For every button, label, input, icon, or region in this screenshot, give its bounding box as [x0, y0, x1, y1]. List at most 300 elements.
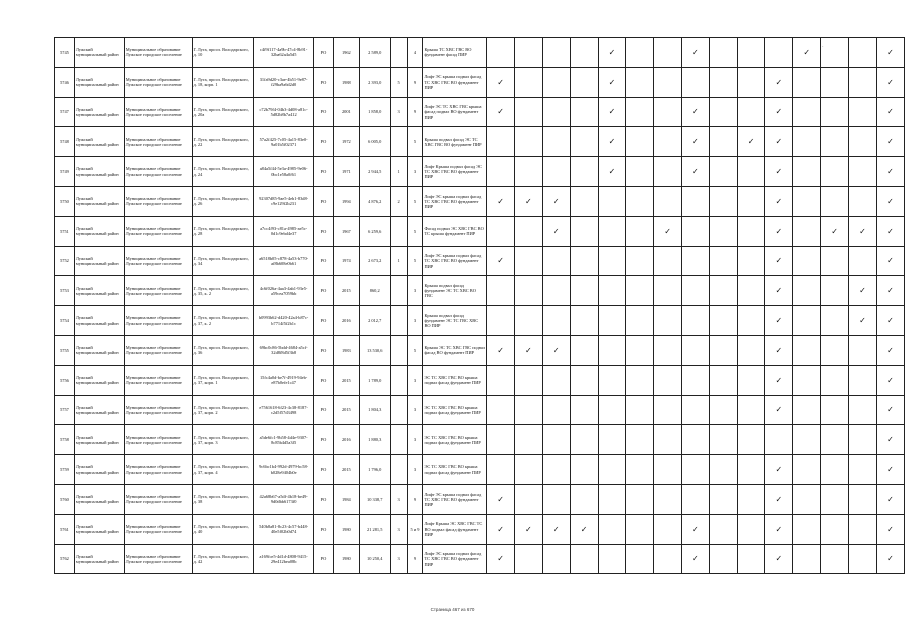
work-check-cell	[626, 455, 654, 485]
work-check-cell	[542, 544, 570, 574]
table-row	[55, 425, 905, 455]
table-row	[55, 365, 905, 395]
work-check-cell	[654, 97, 682, 127]
work-check-cell: ✓	[570, 514, 598, 544]
work-check-cell: ✓	[876, 246, 904, 276]
work-check-cell	[821, 395, 849, 425]
work-check-cell: ✓	[598, 157, 626, 187]
row-number-cell: 5758	[55, 425, 75, 455]
table-row	[55, 455, 905, 485]
work-check-cell: ✓	[765, 514, 793, 544]
district-cell: Лужский муниципальный район	[74, 455, 124, 485]
fund-type-cell: РО	[314, 335, 334, 365]
work-check-cell	[849, 186, 877, 216]
work-check-cell	[681, 455, 709, 485]
work-check-cell	[737, 335, 765, 365]
year-built-cell: 1980	[333, 514, 359, 544]
district-cell: Лужский муниципальный район	[74, 544, 124, 574]
elevators-cell	[390, 127, 407, 157]
work-check-cell: ✓	[514, 335, 542, 365]
work-check-cell	[681, 246, 709, 276]
work-check-cell	[849, 484, 877, 514]
row-number-cell: 5760	[55, 484, 75, 514]
floors-cell: 9	[407, 544, 423, 574]
work-check-cell	[514, 216, 542, 246]
work-check-cell	[570, 365, 598, 395]
work-check-cell	[849, 127, 877, 157]
work-check-cell: ✓	[765, 216, 793, 246]
work-check-cell: ✓	[876, 455, 904, 485]
work-check-cell: ✓	[876, 395, 904, 425]
work-check-cell: ✓	[765, 157, 793, 187]
work-check-cell	[709, 216, 737, 246]
work-check-cell	[626, 514, 654, 544]
work-check-cell	[793, 335, 821, 365]
work-check-cell	[793, 157, 821, 187]
work-check-cell	[570, 157, 598, 187]
works-list-cell: Лифт ЭС крыша подвал фасад ТС ХВС ГВС ВО фундамент ПИР	[423, 544, 487, 574]
fias-code-cell: 31fa9d20-c3ae-4b51-9e87-f29ba9a6d2d0	[254, 67, 314, 97]
work-check-cell	[654, 246, 682, 276]
fias-code-cell: 9c6bc1b4-992d-4979-bc58-b028e9404b0e	[254, 455, 314, 485]
work-check-cell	[514, 484, 542, 514]
work-check-cell	[765, 38, 793, 68]
area-cell: 6 259,6	[359, 216, 390, 246]
work-check-cell	[654, 395, 682, 425]
work-check-cell: ✓	[681, 157, 709, 187]
work-check-cell	[570, 67, 598, 97]
work-check-cell	[821, 127, 849, 157]
table-row	[55, 306, 905, 336]
year-built-cell: 2015	[333, 455, 359, 485]
work-check-cell	[709, 335, 737, 365]
work-check-cell	[570, 38, 598, 68]
area-cell: 860,2	[359, 276, 390, 306]
elevators-cell: 3	[390, 514, 407, 544]
address-cell: Г. Луга, просп. Володарского, д. 18, корп. 1	[192, 67, 254, 97]
work-check-cell	[654, 157, 682, 187]
work-check-cell	[709, 395, 737, 425]
elevators-cell	[390, 276, 407, 306]
area-cell: 21 281,5	[359, 514, 390, 544]
work-check-cell: ✓	[876, 484, 904, 514]
area-cell: 2 944,5	[359, 157, 390, 187]
work-check-cell	[542, 395, 570, 425]
work-check-cell	[737, 276, 765, 306]
work-check-cell	[654, 365, 682, 395]
municipality-cell: Муниципальное образование Лужское городское поселение	[124, 67, 192, 97]
work-check-cell: ✓	[681, 514, 709, 544]
table-row	[55, 246, 905, 276]
address-cell: Г. Луга, просп. Володарского, д. 22	[192, 127, 254, 157]
work-check-cell	[598, 484, 626, 514]
work-check-cell	[821, 157, 849, 187]
work-check-cell	[598, 544, 626, 574]
area-cell: 1 880,3	[359, 425, 390, 455]
work-check-cell	[487, 216, 515, 246]
work-check-cell: ✓	[514, 186, 542, 216]
work-check-cell: ✓	[765, 186, 793, 216]
table-row	[55, 276, 905, 306]
area-cell: 13 530,6	[359, 335, 390, 365]
address-cell: Г. Луга, просп. Володарского, д. 36	[192, 335, 254, 365]
floors-cell: 5	[407, 127, 423, 157]
fias-code-cell: 15fc4a0d-be7f-4919-94eb-e87b0efe1c47	[254, 365, 314, 395]
work-check-cell: ✓	[681, 38, 709, 68]
work-check-cell	[709, 365, 737, 395]
work-check-cell: ✓	[487, 186, 515, 216]
work-check-cell	[681, 306, 709, 336]
fias-code-cell: c72b79f4-04b3-4d08-a81c-5d82b8b7a412	[254, 97, 314, 127]
works-list-cell: Крыша ТС ХВС ГВС ВО фундамент фасад ПИР	[423, 38, 487, 68]
work-check-cell: ✓	[765, 97, 793, 127]
work-check-cell	[793, 484, 821, 514]
work-check-cell	[654, 186, 682, 216]
work-check-cell	[821, 67, 849, 97]
fias-code-cell: a5de6fc1-9b58-4d4e-9307-8c85b4d5a3f5	[254, 425, 314, 455]
work-check-cell	[487, 38, 515, 68]
fias-code-cell: 42a68b67-a5df-4b18-be49-9d0dbb6173f0	[254, 484, 314, 514]
table-row	[55, 67, 905, 97]
fund-type-cell: РО	[314, 365, 334, 395]
address-cell: Г. Луга, просп. Володарского, д. 40	[192, 514, 254, 544]
works-list-cell: Фасад подвал ЭС ХВС ГВС ВО ТС крыша фундамент ПИР	[423, 216, 487, 246]
fias-code-cell: 57a2f425-7c05-4a15-83e0-9a01b5f02371	[254, 127, 314, 157]
table-row	[55, 38, 905, 68]
work-check-cell	[821, 97, 849, 127]
work-check-cell	[849, 38, 877, 68]
work-check-cell	[626, 544, 654, 574]
work-check-cell	[598, 514, 626, 544]
work-check-cell	[821, 186, 849, 216]
register-table-wrapper	[54, 37, 905, 574]
municipality-cell: Муниципальное образование Лужское городское поселение	[124, 335, 192, 365]
work-check-cell	[709, 484, 737, 514]
work-check-cell	[570, 455, 598, 485]
work-check-cell	[542, 276, 570, 306]
elevators-cell	[390, 425, 407, 455]
address-cell: Г. Луга, просп. Володарского, д. 38	[192, 484, 254, 514]
year-built-cell: 2015	[333, 395, 359, 425]
address-cell: Г. Луга, просп. Володарского, д. 34	[192, 246, 254, 276]
work-check-cell	[598, 455, 626, 485]
work-check-cell: ✓	[598, 38, 626, 68]
fias-code-cell: a6518b05-c878-4a53-b770-af8b608e0b61	[254, 246, 314, 276]
row-number-cell: 5754	[55, 306, 75, 336]
work-check-cell	[737, 395, 765, 425]
work-check-cell	[681, 335, 709, 365]
area-cell: 4 876,2	[359, 186, 390, 216]
work-check-cell	[626, 395, 654, 425]
work-check-cell	[821, 38, 849, 68]
work-check-cell	[709, 276, 737, 306]
work-check-cell: ✓	[542, 186, 570, 216]
fund-type-cell: РО	[314, 514, 334, 544]
work-check-cell: ✓	[681, 127, 709, 157]
work-check-cell	[709, 544, 737, 574]
work-check-cell: ✓	[849, 306, 877, 336]
work-check-cell	[737, 425, 765, 455]
district-cell: Лужский муниципальный район	[74, 276, 124, 306]
work-check-cell	[514, 246, 542, 276]
work-check-cell	[542, 127, 570, 157]
work-check-cell	[681, 276, 709, 306]
work-check-cell	[654, 455, 682, 485]
work-check-cell	[765, 425, 793, 455]
area-cell: 10 250,4	[359, 544, 390, 574]
work-check-cell: ✓	[849, 216, 877, 246]
work-check-cell	[849, 335, 877, 365]
work-check-cell	[681, 484, 709, 514]
work-check-cell	[654, 514, 682, 544]
work-check-cell	[709, 97, 737, 127]
fias-code-cell: c4f9f117-4a9b-47c4-8b91-32ba62a4a5d5	[254, 38, 314, 68]
fund-type-cell: РО	[314, 216, 334, 246]
work-check-cell	[709, 514, 737, 544]
work-check-cell	[598, 276, 626, 306]
work-check-cell: ✓	[876, 67, 904, 97]
district-cell: Лужский муниципальный район	[74, 425, 124, 455]
work-check-cell: ✓	[765, 455, 793, 485]
work-check-cell	[487, 455, 515, 485]
work-check-cell: ✓	[849, 276, 877, 306]
elevators-cell: 5	[390, 67, 407, 97]
area-cell: 1 796,0	[359, 455, 390, 485]
district-cell: Лужский муниципальный район	[74, 186, 124, 216]
work-check-cell: ✓	[765, 544, 793, 574]
elevators-cell: 1	[390, 246, 407, 276]
municipality-cell: Муниципальное образование Лужское городское поселение	[124, 484, 192, 514]
work-check-cell: ✓	[876, 365, 904, 395]
work-check-cell	[598, 395, 626, 425]
work-check-cell	[709, 157, 737, 187]
elevators-cell	[390, 335, 407, 365]
work-check-cell	[542, 67, 570, 97]
elevators-cell: 3	[390, 484, 407, 514]
district-cell: Лужский муниципальный район	[74, 484, 124, 514]
fias-code-cell: 540b8a81-8c23-4c57-b448-40e5f02b0d74	[254, 514, 314, 544]
work-check-cell	[709, 127, 737, 157]
work-check-cell	[793, 306, 821, 336]
row-number-cell: 5750	[55, 186, 75, 216]
works-list-cell: Крыша подвал фасад фундамент ЭС ТС ХВС ВО ГВС	[423, 276, 487, 306]
district-cell: Лужский муниципальный район	[74, 127, 124, 157]
work-check-cell	[821, 276, 849, 306]
floors-cell: 3	[407, 306, 423, 336]
work-check-cell	[709, 38, 737, 68]
floors-cell: 9	[407, 97, 423, 127]
work-check-cell	[514, 395, 542, 425]
work-check-cell	[849, 97, 877, 127]
work-check-cell: ✓	[765, 365, 793, 395]
floors-cell: 4	[407, 38, 423, 68]
work-check-cell	[542, 157, 570, 187]
elevators-cell	[390, 306, 407, 336]
work-check-cell	[542, 246, 570, 276]
work-check-cell	[793, 514, 821, 544]
fund-type-cell: РО	[314, 544, 334, 574]
year-built-cell: 2016	[333, 306, 359, 336]
work-check-cell	[654, 306, 682, 336]
work-check-cell	[542, 425, 570, 455]
works-list-cell: Лифт Крыша подвал фасад ЭС ТС ХВС ГВС ВО фундамент ПИР	[423, 157, 487, 187]
work-check-cell	[709, 67, 737, 97]
row-number-cell: 5759	[55, 455, 75, 485]
year-built-cell: 2016	[333, 425, 359, 455]
address-cell: Г. Луга, просп. Володарского, д. 37, к. 2	[192, 306, 254, 336]
address-cell: Г. Луга, просп. Володарского, д. 37, корп. 3	[192, 425, 254, 455]
work-check-cell	[681, 186, 709, 216]
work-check-cell: ✓	[514, 514, 542, 544]
work-check-cell: ✓	[876, 425, 904, 455]
row-number-cell: 5752	[55, 246, 75, 276]
work-check-cell	[626, 365, 654, 395]
fias-code-cell: 92307d85-9ae5-4eb1-83d8-c9e129f2b231	[254, 186, 314, 216]
year-built-cell: 1971	[333, 157, 359, 187]
district-cell: Лужский муниципальный район	[74, 395, 124, 425]
work-check-cell: ✓	[598, 97, 626, 127]
work-check-cell: ✓	[487, 67, 515, 97]
work-check-cell	[821, 544, 849, 574]
work-check-cell	[570, 395, 598, 425]
elevators-cell: 3	[390, 97, 407, 127]
work-check-cell	[737, 38, 765, 68]
work-check-cell	[542, 97, 570, 127]
work-check-cell	[514, 38, 542, 68]
year-built-cell: 2015	[333, 365, 359, 395]
work-check-cell	[654, 38, 682, 68]
work-check-cell	[542, 455, 570, 485]
work-check-cell: ✓	[765, 395, 793, 425]
work-check-cell	[709, 306, 737, 336]
work-check-cell: ✓	[765, 276, 793, 306]
work-check-cell	[487, 395, 515, 425]
work-check-cell	[737, 186, 765, 216]
fund-type-cell: РО	[314, 246, 334, 276]
fund-type-cell: РО	[314, 97, 334, 127]
year-built-cell: 1994	[333, 186, 359, 216]
work-check-cell	[570, 544, 598, 574]
work-check-cell	[849, 246, 877, 276]
floors-cell: 9	[407, 67, 423, 97]
work-check-cell	[570, 306, 598, 336]
work-check-cell	[626, 484, 654, 514]
work-check-cell	[626, 306, 654, 336]
elevators-cell	[390, 365, 407, 395]
year-built-cell: 2001	[333, 97, 359, 127]
fund-type-cell: РО	[314, 455, 334, 485]
area-cell: 2 393,0	[359, 67, 390, 97]
work-check-cell	[598, 425, 626, 455]
page-footer: Страница 467 из 670	[430, 607, 475, 612]
work-check-cell	[681, 395, 709, 425]
area-cell: 6 005,0	[359, 127, 390, 157]
works-list-cell: Лифт ЭС крыша подвал фасад ТС ХВС ГВС ВО фундамент ПИР	[423, 67, 487, 97]
row-number-cell: 5747	[55, 97, 75, 127]
table-row	[55, 216, 905, 246]
work-check-cell	[487, 425, 515, 455]
works-list-cell: Лифт ЭС крыша подвал фасад ТС ХВС ГВС ВО фундамент ПИР	[423, 186, 487, 216]
row-number-cell: 5757	[55, 395, 75, 425]
works-list-cell: Лифт ЭС крыша подвал фасад ТС ХВС ГВС ВО фундамент ПИР	[423, 246, 487, 276]
work-check-cell	[821, 306, 849, 336]
work-check-cell	[570, 186, 598, 216]
work-check-cell	[849, 395, 877, 425]
elevators-cell: 2	[390, 186, 407, 216]
floors-cell: 5	[407, 216, 423, 246]
work-check-cell	[487, 157, 515, 187]
work-check-cell	[598, 186, 626, 216]
work-check-cell	[821, 514, 849, 544]
work-check-cell	[570, 276, 598, 306]
work-check-cell	[487, 276, 515, 306]
district-cell: Лужский муниципальный район	[74, 67, 124, 97]
address-cell: Г. Луга, просп. Володарского, д. 37, корп. 2	[192, 395, 254, 425]
floors-cell: 3	[407, 365, 423, 395]
work-check-cell: ✓	[876, 514, 904, 544]
work-check-cell	[514, 127, 542, 157]
work-check-cell: ✓	[542, 335, 570, 365]
municipality-cell: Муниципальное образование Лужское городское поселение	[124, 514, 192, 544]
work-check-cell	[793, 67, 821, 97]
area-cell: 2 673,2	[359, 246, 390, 276]
area-cell: 1 789,0	[359, 365, 390, 395]
table-row	[55, 335, 905, 365]
work-check-cell	[681, 216, 709, 246]
works-list-cell: Лифт ЭС крыша подвал фасад ТС ХВС ГВС ВО фундамент ПИР	[423, 484, 487, 514]
work-check-cell	[793, 395, 821, 425]
work-check-cell	[514, 157, 542, 187]
work-check-cell	[598, 335, 626, 365]
work-check-cell	[626, 186, 654, 216]
work-check-cell	[626, 276, 654, 306]
work-check-cell	[654, 67, 682, 97]
work-check-cell	[737, 306, 765, 336]
work-check-cell	[626, 157, 654, 187]
table-row	[55, 186, 905, 216]
municipality-cell: Муниципальное образование Лужское городское поселение	[124, 216, 192, 246]
area-cell: 1 804,3	[359, 395, 390, 425]
year-built-cell: 1980	[333, 544, 359, 574]
municipality-cell: Муниципальное образование Лужское городское поселение	[124, 395, 192, 425]
fund-type-cell: РО	[314, 157, 334, 187]
work-check-cell	[654, 335, 682, 365]
row-number-cell: 5755	[55, 335, 75, 365]
work-check-cell	[821, 425, 849, 455]
work-check-cell: ✓	[765, 484, 793, 514]
floors-cell: 5 и 9	[407, 514, 423, 544]
work-check-cell	[626, 67, 654, 97]
work-check-cell	[849, 455, 877, 485]
fias-code-cell: a169fce5-4d1d-4808-9415-29e412bea08b	[254, 544, 314, 574]
municipality-cell: Муниципальное образование Лужское городское поселение	[124, 276, 192, 306]
work-check-cell	[654, 425, 682, 455]
floors-cell: 3	[407, 395, 423, 425]
floors-cell: 9	[407, 484, 423, 514]
work-check-cell	[793, 365, 821, 395]
work-check-cell	[737, 455, 765, 485]
elevators-cell	[390, 395, 407, 425]
district-cell: Лужский муниципальный район	[74, 38, 124, 68]
work-check-cell	[793, 97, 821, 127]
row-number-cell: 5745	[55, 38, 75, 68]
work-check-cell: ✓	[876, 335, 904, 365]
table-row	[55, 157, 905, 187]
works-list-cell: ЭС ТС ХВС ГВС ВО крыша подвал фасад фундамент ПИР	[423, 395, 487, 425]
work-check-cell	[793, 544, 821, 574]
work-check-cell	[514, 97, 542, 127]
work-check-cell: ✓	[598, 127, 626, 157]
